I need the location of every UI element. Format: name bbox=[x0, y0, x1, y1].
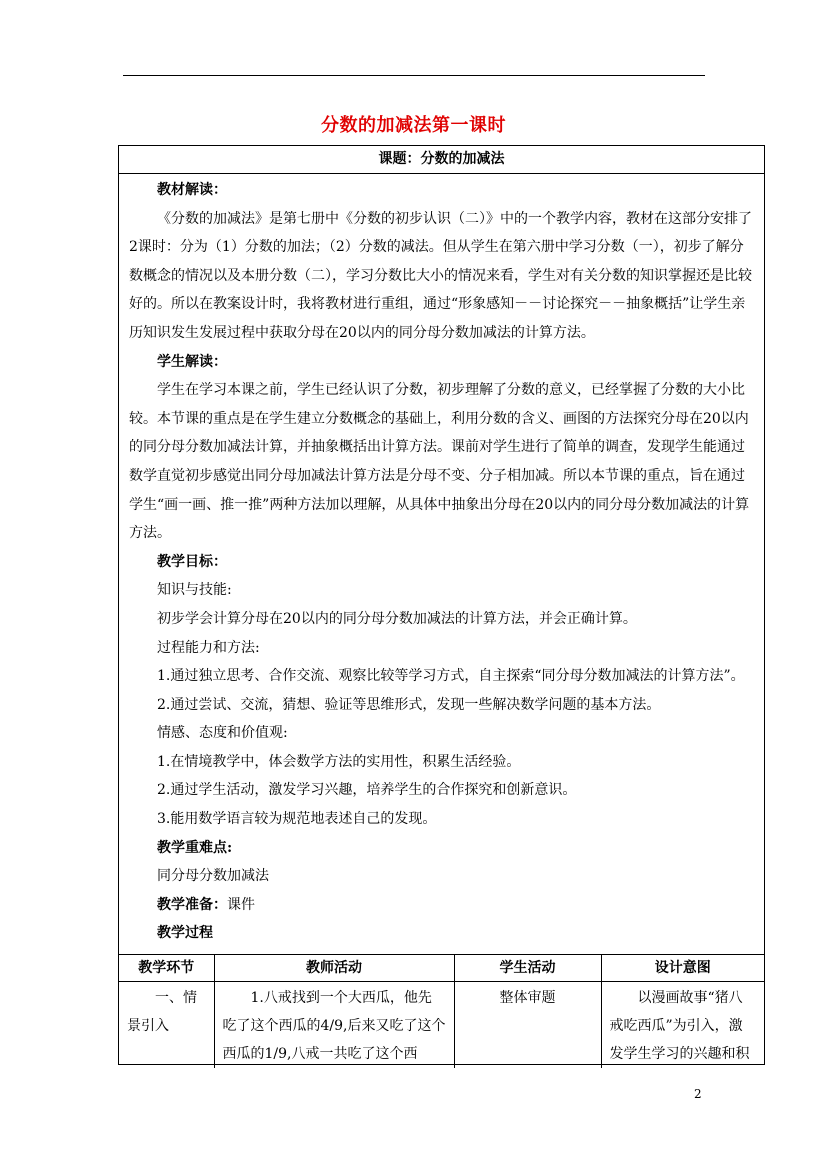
process-table bbox=[119, 954, 764, 1068]
cell-stage: 一、情景引入 bbox=[119, 982, 214, 1069]
header-intent: 设计意图 bbox=[601, 955, 764, 982]
prep-heading: 教学准备： bbox=[157, 896, 227, 913]
header-teacher: 教师活动 bbox=[214, 955, 454, 982]
table-row bbox=[119, 982, 764, 1069]
cell-student: 整体审题 bbox=[454, 982, 601, 1069]
cell-teacher: 1.八戒找到一个大西瓜，他先吃了这个西瓜的4/9,后来又吃了这个西瓜的1/9,八戒一共吃了这个西 bbox=[214, 982, 454, 1069]
lesson-title: 课题：分数的加减法 bbox=[119, 146, 764, 174]
emotion-label: 情感、态度和价值观: bbox=[157, 725, 288, 742]
process-label: 过程能力和方法: bbox=[157, 639, 260, 656]
header-student: 学生活动 bbox=[454, 955, 601, 982]
cell-intent: 以漫画故事“猪八戒吃西瓜”为引入，激发学生学习的兴趣和积 bbox=[601, 982, 764, 1069]
student-text: 学生在学习本课之前，学生已经认识了分数，初步理解了分数的意义，已经掌握了分数的大小比较。本节课的重点是在学生建立分数概念的基础上，利用分数的含义、画图的方法探究分母在20以内的同分母分数加减法计算，并抽象概括出计算方法。课前对学生进行了简单的调查，发现学生能通过数学直觉初步感觉出同分母加减法计算方法是分母不变、分子相加减。所以本节课的重点，旨在通过学生“画一画、推一推”两种方法加以理解，从具体中抽象出分母在20以内的同分母分数加减法的计算方法。 bbox=[129, 382, 750, 542]
lesson-body bbox=[129, 176, 757, 948]
prep-line bbox=[129, 891, 757, 920]
header-stage: 教学环节 bbox=[119, 955, 214, 982]
knowledge-label: 知识与技能: bbox=[157, 582, 232, 599]
student-heading: 学生解读： bbox=[157, 353, 227, 370]
goals-heading: 教学目标： bbox=[157, 553, 227, 570]
document-title: 分数的加减法第一课时 bbox=[321, 115, 506, 136]
emotion-item-2: 2.通过学生活动，激发学习兴趣，培养学生的合作探究和创新意识。 bbox=[157, 782, 577, 799]
table-header-row bbox=[119, 955, 764, 982]
lesson-frame bbox=[118, 145, 765, 1065]
header-rule bbox=[123, 75, 705, 76]
page-number: 2 bbox=[694, 1087, 702, 1101]
keypoint-heading: 教学重难点: bbox=[157, 839, 233, 856]
prep-text: 课件 bbox=[227, 896, 255, 913]
process-item-2: 2.通过尝试、交流，猜想、验证等思维形式，发现一些解决数学问题的基本方法。 bbox=[157, 696, 661, 713]
material-text: 《分数的加减法》是第七册中《分数的初步认识（二）》中的一个教学内容，教材在这部分安排了2课时：分为（1）分数的加法；（2）分数的减法。但从学生在第六册中学习分数（一），初步了解分数概念的情况以及本册分数（二），学习分数比大小的情况来看，学生对有关分数的知识掌握还是比较好的。所以在教案设计时，我将教材进行重组，通过“形象感知－－讨论探究－－抽象概括”让学生亲历知识发生发展过程中获取分母在20以内的同分母分数加减法的计算方法。 bbox=[129, 210, 752, 341]
emotion-item-3: 3.能用数学语言较为规范地表述自己的发现。 bbox=[157, 811, 437, 828]
material-heading: 教材解读： bbox=[157, 182, 227, 198]
keypoint-text: 同分母分数加减法 bbox=[157, 868, 269, 885]
process-item-1: 1.通过独立思考、合作交流、观察比较等学习方式，自主探索“同分母分数加减法的计算方法”。 bbox=[157, 668, 745, 685]
knowledge-text: 初步学会计算分母在20以内的同分母分数加减法的计算方法，并会正确计算。 bbox=[157, 610, 637, 627]
process-heading: 教学过程 bbox=[157, 925, 213, 942]
emotion-item-1: 1.在情境教学中，体会数学方法的实用性，积累生活经验。 bbox=[157, 753, 521, 770]
